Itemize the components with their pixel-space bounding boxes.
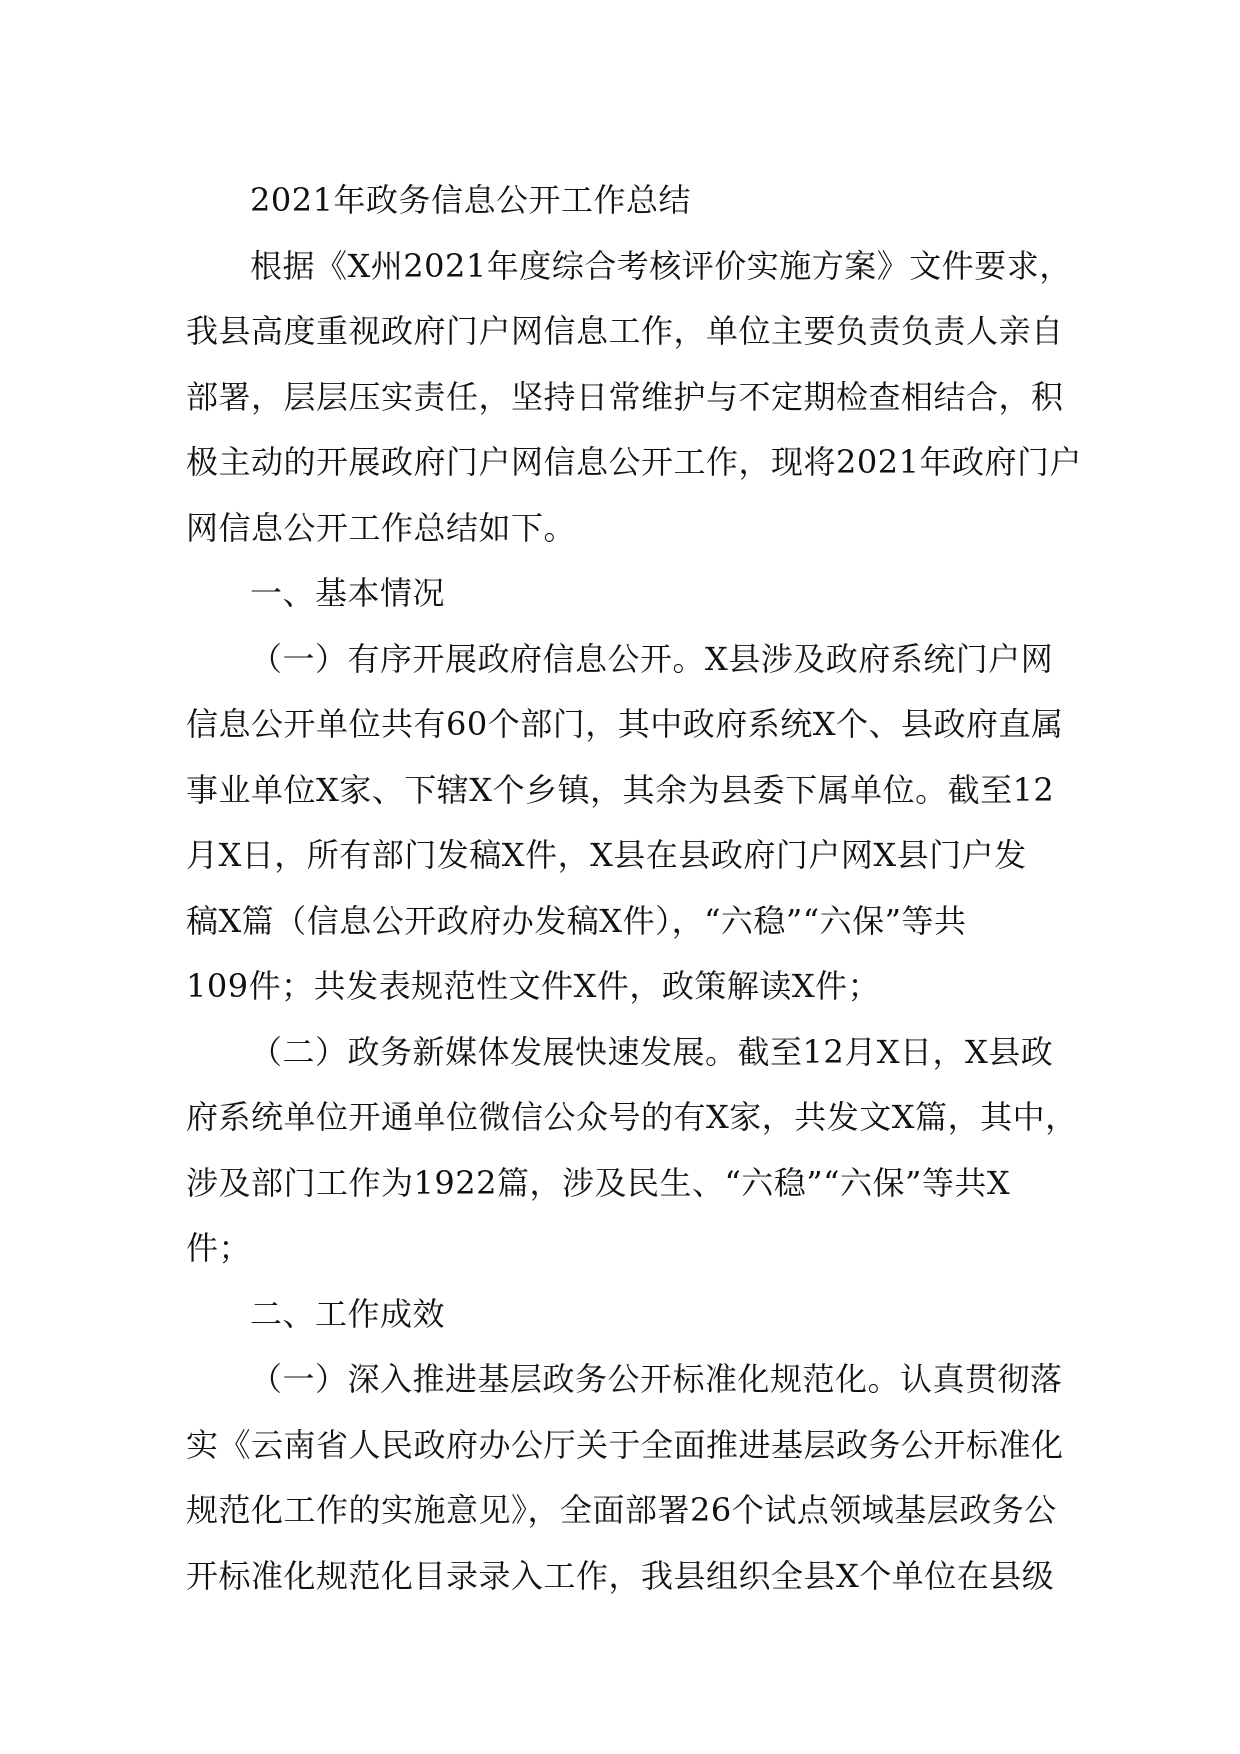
document-title: 2021年政务信息公开工作总结 — [250, 181, 691, 219]
paragraph-basic-1-line: 稿X篇（信息公开政府办发稿X件），“六稳”“六保”等共 — [186, 901, 967, 940]
paragraph-basic-2-line: 件； — [186, 1229, 252, 1267]
section-heading-results: 二、工作成效 — [250, 1294, 446, 1333]
paragraph-basic-1-line: 信息公开单位共有60个部门，其中政府系统X个、县政府直属 — [186, 705, 1064, 743]
paragraph-results-1-line: （一）深入推进基层政务公开标准化规范化。认真贯彻落 — [250, 1360, 1063, 1398]
paragraph-results-1-line: 实《云南省人民政府办公厅关于全面推进基层政务公开标准化 — [186, 1425, 1064, 1464]
paragraph-intro-line: 网信息公开工作总结如下。 — [186, 508, 577, 547]
paragraph-intro-line: 极主动的开展政府门户网信息公开工作，现将2021年政府门户 — [186, 443, 1082, 481]
paragraph-basic-1-line: 事业单位X家、下辖X个乡镇，其余为县委下属单位。截至12 — [186, 770, 1055, 809]
paragraph-results-1-line: 开标准化规范化目录录入工作，我县组织全县X个单位在县级 — [186, 1556, 1055, 1595]
paragraph-basic-1-line: 109件；共发表规范性文件X件，政策解读X件； — [186, 967, 881, 1005]
paragraph-basic-1-line: 月X日，所有部门发稿X件，X县在县政府门户网X县门户发 — [186, 836, 1027, 874]
paragraph-basic-1-line: （一）有序开展政府信息公开。X县涉及政府系统门户网 — [250, 639, 1054, 678]
paragraph-intro-line: 我县高度重视政府门户网信息工作，单位主要负责负责人亲自 — [186, 312, 1064, 350]
document-body — [186, 168, 1082, 1609]
paragraph-basic-2-line: 涉及部门工作为1922篇，涉及民生、“六稳”“六保”等共X — [186, 1163, 1011, 1202]
paragraph-basic-2-line: 府系统单位开通单位微信公众号的有X家，共发文X篇，其中， — [186, 1098, 1078, 1136]
paragraph-intro-line: 根据《X州2021年度综合考核评价实施方案》文件要求， — [250, 246, 1072, 285]
paragraph-results-1-line: 规范化工作的实施意见》，全面部署26个试点领域基层政务公 — [186, 1491, 1057, 1529]
section-heading-basic: 一、基本情况 — [250, 574, 446, 612]
paragraph-intro-line: 部署，层层压实责任，坚持日常维护与不定期检查相结合，积 — [186, 377, 1064, 416]
paragraph-basic-2-line: （二）政务新媒体发展快速发展。截至12月X日，X县政 — [250, 1032, 1054, 1071]
